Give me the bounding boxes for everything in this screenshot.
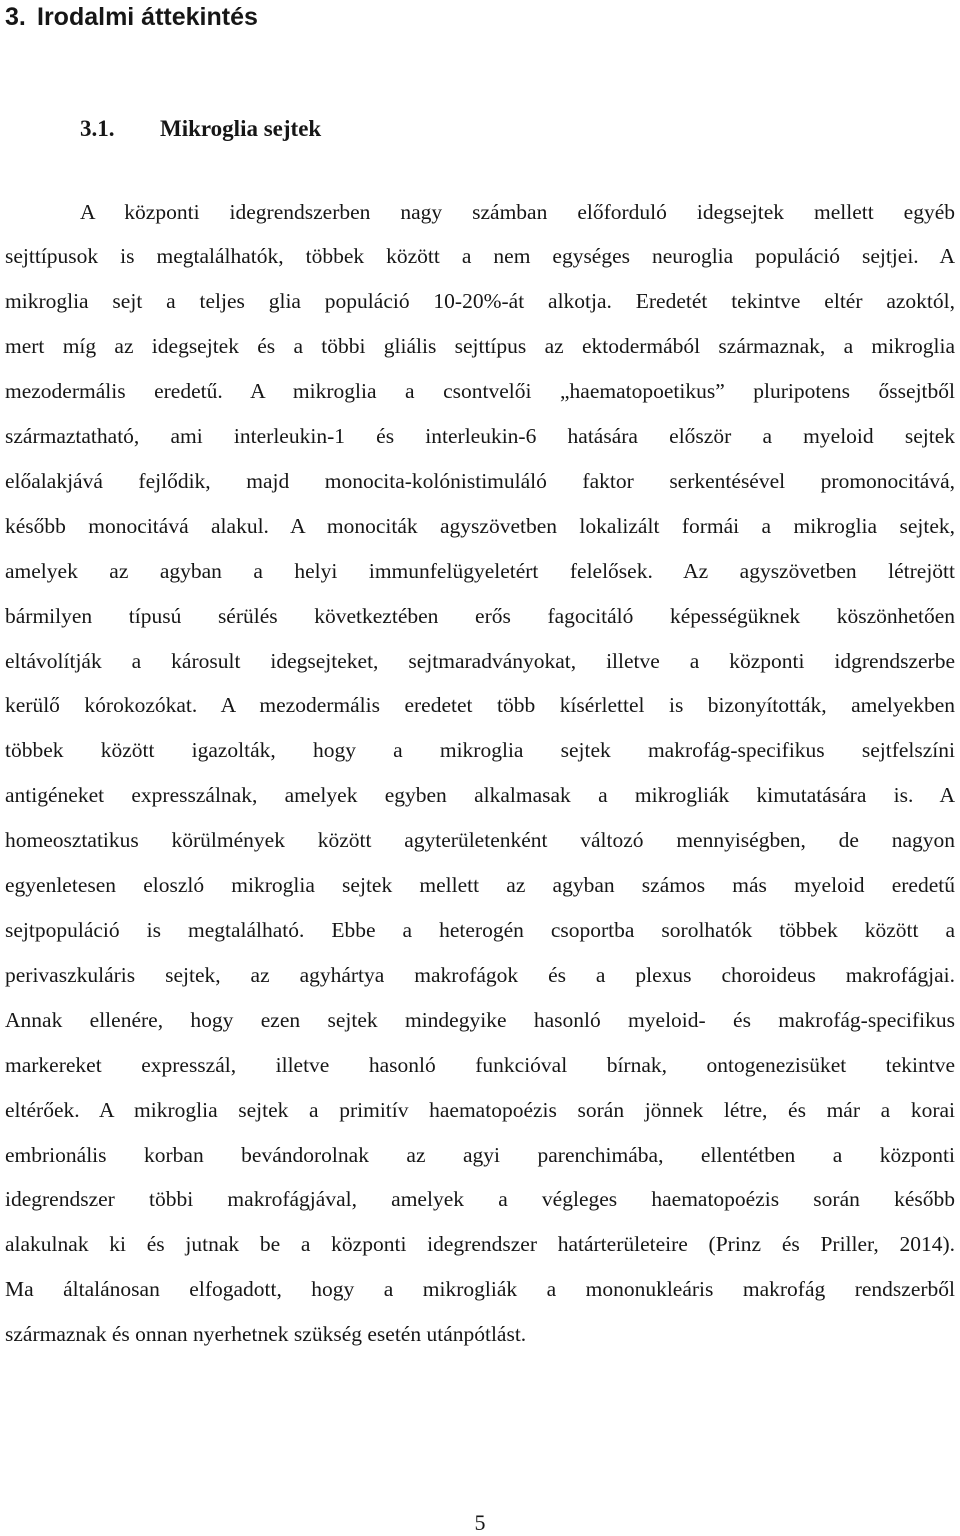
paragraph-line: egyenletesen eloszló mikroglia sejtek mellett az agyban számos más myeloid eredetű <box>5 873 955 898</box>
paragraph-line: sejttípusok is megtalálhatók, többek között a nem egységes neuroglia populáció sejtjei. A <box>5 244 955 269</box>
body-paragraph <box>5 190 955 1358</box>
paragraph-line: Annak ellenére, hogy ezen sejtek mindegyike hasonló myeloid- és makrofág-specifikus <box>5 1007 955 1032</box>
paragraph-line: Ma általánosan elfogadott, hogy a mikrogliák a mononukleáris makrofág rendszerből <box>5 1277 955 1302</box>
paragraph-line: embrionális korban bevándorolnak az agyi parenchimába, ellentétben a központi <box>5 1142 955 1167</box>
page-number: 5 <box>474 1510 486 1535</box>
paragraph-line: sejtpopuláció is megtalálható. Ebbe a heterogén csoportba sorolhatók többek között a <box>5 918 955 942</box>
paragraph-line: mert míg az idegsejtek és a többi gliális sejttípus az ektodermából származnak, a mikroglia <box>5 334 955 359</box>
chapter-title: Irodalmi áttekintés <box>37 3 258 31</box>
section-number: 3.1. <box>80 116 115 141</box>
paragraph-line: előalakjává fejlődik, majd monocita-kolónistimuláló faktor serkentésével promonocitává, <box>5 468 955 493</box>
chapter-heading <box>5 0 258 34</box>
chapter-number: 3. <box>5 3 26 31</box>
paragraph-line: eltávolítják a károsult idegsejteket, sejtmaradványokat, illetve a központi idgrendszerbe <box>5 648 955 673</box>
paragraph-line: perivaszkuláris sejtek, az agyhártya makrofágok és a plexus choroideus makrofágjai. <box>5 962 955 987</box>
section-title: Mikroglia sejtek <box>160 116 322 141</box>
paragraph-line: mezodermális eredetű. A mikroglia a csontvelői „haematopoetikus” pluripotens őssejtből <box>5 379 955 404</box>
paragraph-line: többek között igazolták, hogy a mikroglia sejtek makrofág-specifikus sejtfelszíni <box>5 738 955 763</box>
section-heading <box>80 113 321 145</box>
paragraph-line: A központi idegrendszerben nagy számban előforduló idegsejtek mellett egyéb <box>80 199 955 224</box>
paragraph-line: alakulnak ki és jutnak be a központi idegrendszer határterületeire (Prinz és Priller, 2014). <box>5 1232 955 1257</box>
paragraph-line: eltérőek. A mikroglia sejtek a primitív haematopoézis során jönnek létre, és már a korai <box>5 1097 955 1122</box>
paragraph-line: később monocitává alakul. A monociták agyszövetben lokalizált formái a mikroglia sejtek, <box>5 513 955 538</box>
paragraph-line: idegrendszer többi makrofágjával, amelyek a végleges haematopoézis során később <box>5 1187 955 1212</box>
paragraph-line: mikroglia sejt a teljes glia populáció 10-20%-át alkotja. Eredetét tekintve eltér azoktól, <box>5 289 955 314</box>
paragraph-line: bármilyen típusú sérülés következtében erős fagocitáló képességüknek köszönhetően <box>5 603 955 628</box>
paragraph-line: amelyek az agyban a helyi immunfelügyeletért felelősek. Az agyszövetben létrejött <box>5 558 955 583</box>
paragraph-line: antigéneket expresszálnak, amelyek egyben alkalmasak a mikrogliák kimutatására is. A <box>5 783 955 808</box>
paragraph-line: származtatható, ami interleukin-1 és interleukin-6 hatására először a myeloid sejtek <box>5 424 955 449</box>
paragraph-line: homeosztatikus körülmények között agyterületenként változó mennyiségben, de nagyon <box>5 828 955 853</box>
paragraph-line: származnak és onnan nyerhetnek szükség esetén utánpótlást. <box>5 1322 527 1347</box>
paragraph-line: kerülő kórokozókat. A mezodermális eredetet több kísérlettel is bizonyították, amelyekben <box>5 693 955 718</box>
paragraph-line: markereket expresszál, illetve hasonló funkcióval bírnak, ontogenezisüket tekintve <box>5 1052 955 1077</box>
